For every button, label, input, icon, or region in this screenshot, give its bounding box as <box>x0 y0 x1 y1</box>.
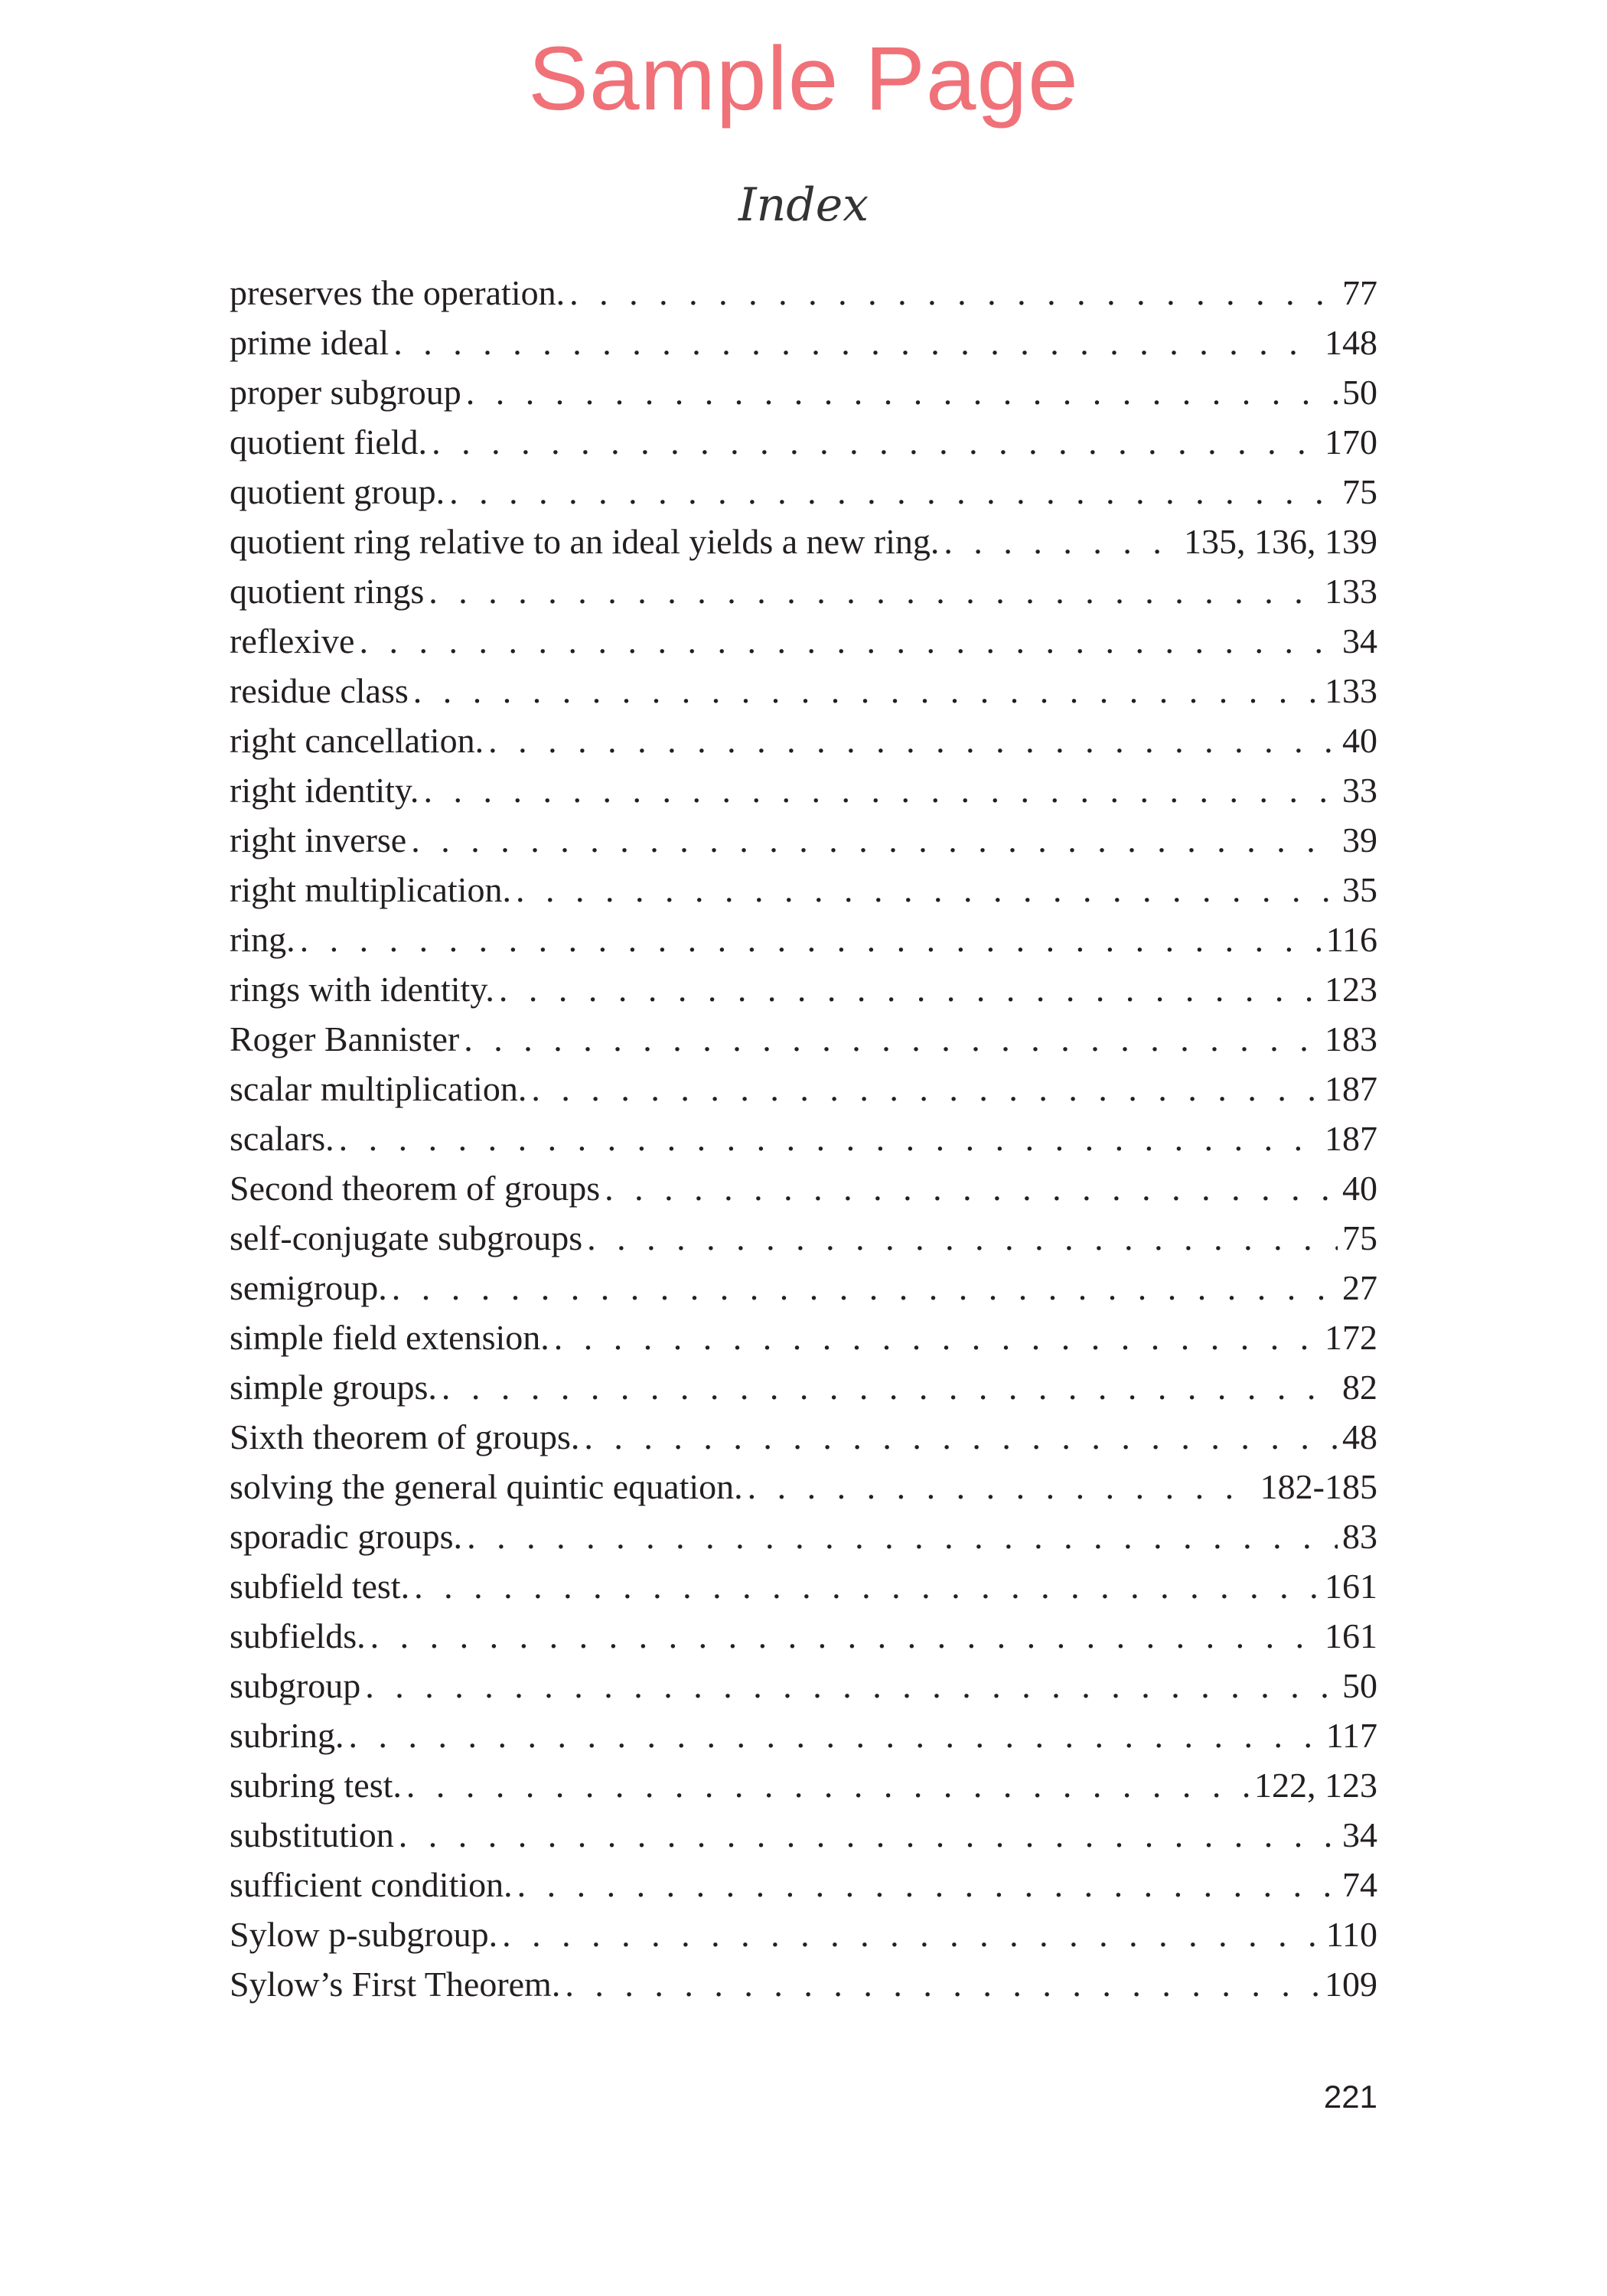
index-term: subring test. <box>230 1766 402 1805</box>
dot-leader <box>517 1860 1338 1910</box>
index-pages: 122, 123 <box>1254 1766 1377 1805</box>
index-entry <box>230 716 1377 765</box>
index-pages: 117 <box>1325 1716 1377 1755</box>
dot-leader <box>944 517 1179 566</box>
index-entry <box>230 1561 1377 1611</box>
index-pages: 183 <box>1325 1019 1377 1058</box>
index-pages: 27 <box>1342 1268 1377 1307</box>
index-term: scalar multiplication. <box>230 1069 527 1108</box>
page-number: 221 <box>1323 2079 1377 2115</box>
dot-leader <box>432 417 1320 467</box>
index-pages: 135, 136, 139 <box>1184 522 1377 561</box>
index-term: scalars. <box>230 1119 334 1158</box>
index-pages: 77 <box>1342 273 1377 312</box>
index-pages: 33 <box>1342 771 1377 810</box>
index-pages: 34 <box>1342 621 1377 660</box>
index-pages: 161 <box>1325 1567 1377 1606</box>
dot-leader <box>411 815 1338 865</box>
dot-leader <box>748 1462 1256 1512</box>
index-entry <box>230 1910 1377 1959</box>
index-term: right inverse <box>230 820 407 859</box>
index-entry <box>230 1661 1377 1711</box>
index-entry <box>230 964 1377 1014</box>
dot-leader <box>300 915 1322 964</box>
index-term: sporadic groups. <box>230 1517 463 1556</box>
dot-leader <box>502 1910 1322 1959</box>
index-pages: 133 <box>1325 671 1377 710</box>
index-pages: 75 <box>1342 1218 1377 1257</box>
index-term: preserves the operation. <box>230 273 566 312</box>
index-pages: 40 <box>1342 1169 1377 1208</box>
index-term: subgroup <box>230 1666 361 1705</box>
index-term: simple field extension. <box>230 1318 549 1357</box>
index-entry <box>230 1114 1377 1163</box>
index-entry <box>230 865 1377 915</box>
index-term: subring. <box>230 1716 344 1755</box>
index-pages: 34 <box>1342 1815 1377 1854</box>
index-term: semigroup. <box>230 1268 387 1307</box>
index-entry <box>230 1362 1377 1412</box>
index-entry <box>230 616 1377 666</box>
index-entry <box>230 517 1377 566</box>
index-term: rings with identity. <box>230 970 494 1009</box>
dot-leader <box>393 318 1320 367</box>
dot-leader <box>339 1114 1320 1163</box>
index-pages: 35 <box>1342 870 1377 909</box>
index-entry <box>230 1213 1377 1263</box>
dot-leader <box>413 666 1320 716</box>
index-pages: 161 <box>1325 1616 1377 1655</box>
index-pages: 172 <box>1325 1318 1377 1357</box>
index-pages: 133 <box>1325 572 1377 611</box>
index-term: Sixth theorem of groups. <box>230 1417 580 1456</box>
index-entry <box>230 1412 1377 1462</box>
index-term: subfields. <box>230 1616 366 1655</box>
index-pages: 48 <box>1342 1417 1377 1456</box>
index-term: reflexive <box>230 621 355 660</box>
index-entry <box>230 1462 1377 1512</box>
index-pages: 82 <box>1342 1368 1377 1407</box>
index-term: Second theorem of groups <box>230 1169 601 1208</box>
index-entry <box>230 1163 1377 1213</box>
index-term: Roger Bannister <box>230 1019 460 1058</box>
index-pages: 110 <box>1325 1915 1377 1954</box>
dot-leader <box>531 1064 1320 1114</box>
index-pages: 50 <box>1342 373 1377 412</box>
dot-leader <box>392 1263 1338 1313</box>
index-entry <box>230 666 1377 716</box>
dot-leader <box>488 716 1338 765</box>
index-term: sufficient condition. <box>230 1865 513 1904</box>
sample-page-watermark: Sample Page <box>528 28 1079 129</box>
index-term: Sylow p-subgroup. <box>230 1915 498 1954</box>
dot-leader <box>442 1362 1338 1412</box>
index-term: quotient ring relative to an ideal yields a new ring. <box>230 522 940 561</box>
index-pages: 109 <box>1325 1965 1377 2004</box>
dot-leader <box>349 1711 1322 1760</box>
index-pages: 74 <box>1342 1865 1377 1904</box>
index-entry <box>230 367 1377 417</box>
index-pages: 123 <box>1325 970 1377 1009</box>
dot-leader <box>467 1512 1338 1561</box>
index-term: self-conjugate subgroups <box>230 1218 583 1257</box>
index-term: proper subgroup <box>230 373 461 412</box>
index-term: ring. <box>230 920 295 959</box>
index-list <box>230 268 1377 2009</box>
dot-leader <box>399 1810 1338 1860</box>
index-entry <box>230 765 1377 815</box>
index-entry <box>230 915 1377 964</box>
index-entry <box>230 1263 1377 1313</box>
dot-leader <box>359 616 1338 666</box>
index-pages: 40 <box>1342 721 1377 760</box>
index-entry <box>230 566 1377 616</box>
index-entry <box>230 1064 1377 1114</box>
index-pages: 75 <box>1342 472 1377 511</box>
dot-leader <box>414 1561 1320 1611</box>
index-entry <box>230 1014 1377 1064</box>
index-term: simple groups. <box>230 1368 437 1407</box>
dot-leader <box>449 467 1338 517</box>
index-term: right multiplication. <box>230 870 511 909</box>
index-term: quotient rings <box>230 572 425 611</box>
index-pages: 148 <box>1325 323 1377 362</box>
index-pages: 187 <box>1325 1119 1377 1158</box>
index-term: quotient field. <box>230 422 428 461</box>
index-entry <box>230 1959 1377 2009</box>
index-pages: 50 <box>1342 1666 1377 1705</box>
index-pages: 39 <box>1342 820 1377 859</box>
index-term: residue class <box>230 671 409 710</box>
dot-leader <box>365 1661 1338 1711</box>
dot-leader <box>464 1014 1320 1064</box>
index-entry <box>230 1711 1377 1760</box>
index-term: substitution <box>230 1815 394 1854</box>
index-term: quotient group. <box>230 472 445 511</box>
index-pages: 170 <box>1325 422 1377 461</box>
index-term: Sylow’s First Theorem. <box>230 1965 561 2004</box>
index-entry <box>230 815 1377 865</box>
dot-leader <box>423 765 1338 815</box>
index-term: solving the general quintic equation. <box>230 1467 743 1506</box>
index-entry <box>230 268 1377 318</box>
dot-leader <box>587 1213 1338 1263</box>
dot-leader <box>565 1959 1320 2009</box>
dot-leader <box>466 367 1338 417</box>
index-entry <box>230 1860 1377 1910</box>
index-term: subfield test. <box>230 1567 410 1606</box>
dot-leader <box>406 1760 1250 1810</box>
index-entry <box>230 1611 1377 1661</box>
index-pages: 187 <box>1325 1069 1377 1108</box>
dot-leader <box>370 1611 1320 1661</box>
index-term: prime ideal <box>230 323 390 362</box>
index-pages: 182-185 <box>1260 1467 1377 1506</box>
dot-leader <box>499 964 1320 1014</box>
dot-leader <box>516 865 1338 915</box>
dot-leader <box>569 268 1338 318</box>
index-heading: Index <box>738 178 869 232</box>
index-entry <box>230 417 1377 467</box>
index-entry <box>230 1810 1377 1860</box>
dot-leader <box>554 1313 1320 1362</box>
index-entry <box>230 1313 1377 1362</box>
index-entry <box>230 467 1377 517</box>
index-entry <box>230 1760 1377 1810</box>
dot-leader <box>605 1163 1338 1213</box>
index-entry <box>230 1512 1377 1561</box>
dot-leader <box>429 566 1320 616</box>
dot-leader <box>584 1412 1338 1462</box>
index-pages: 116 <box>1325 920 1377 959</box>
index-entry <box>230 318 1377 367</box>
index-term: right identity. <box>230 771 419 810</box>
index-pages: 83 <box>1342 1517 1377 1556</box>
index-term: right cancellation. <box>230 721 484 760</box>
